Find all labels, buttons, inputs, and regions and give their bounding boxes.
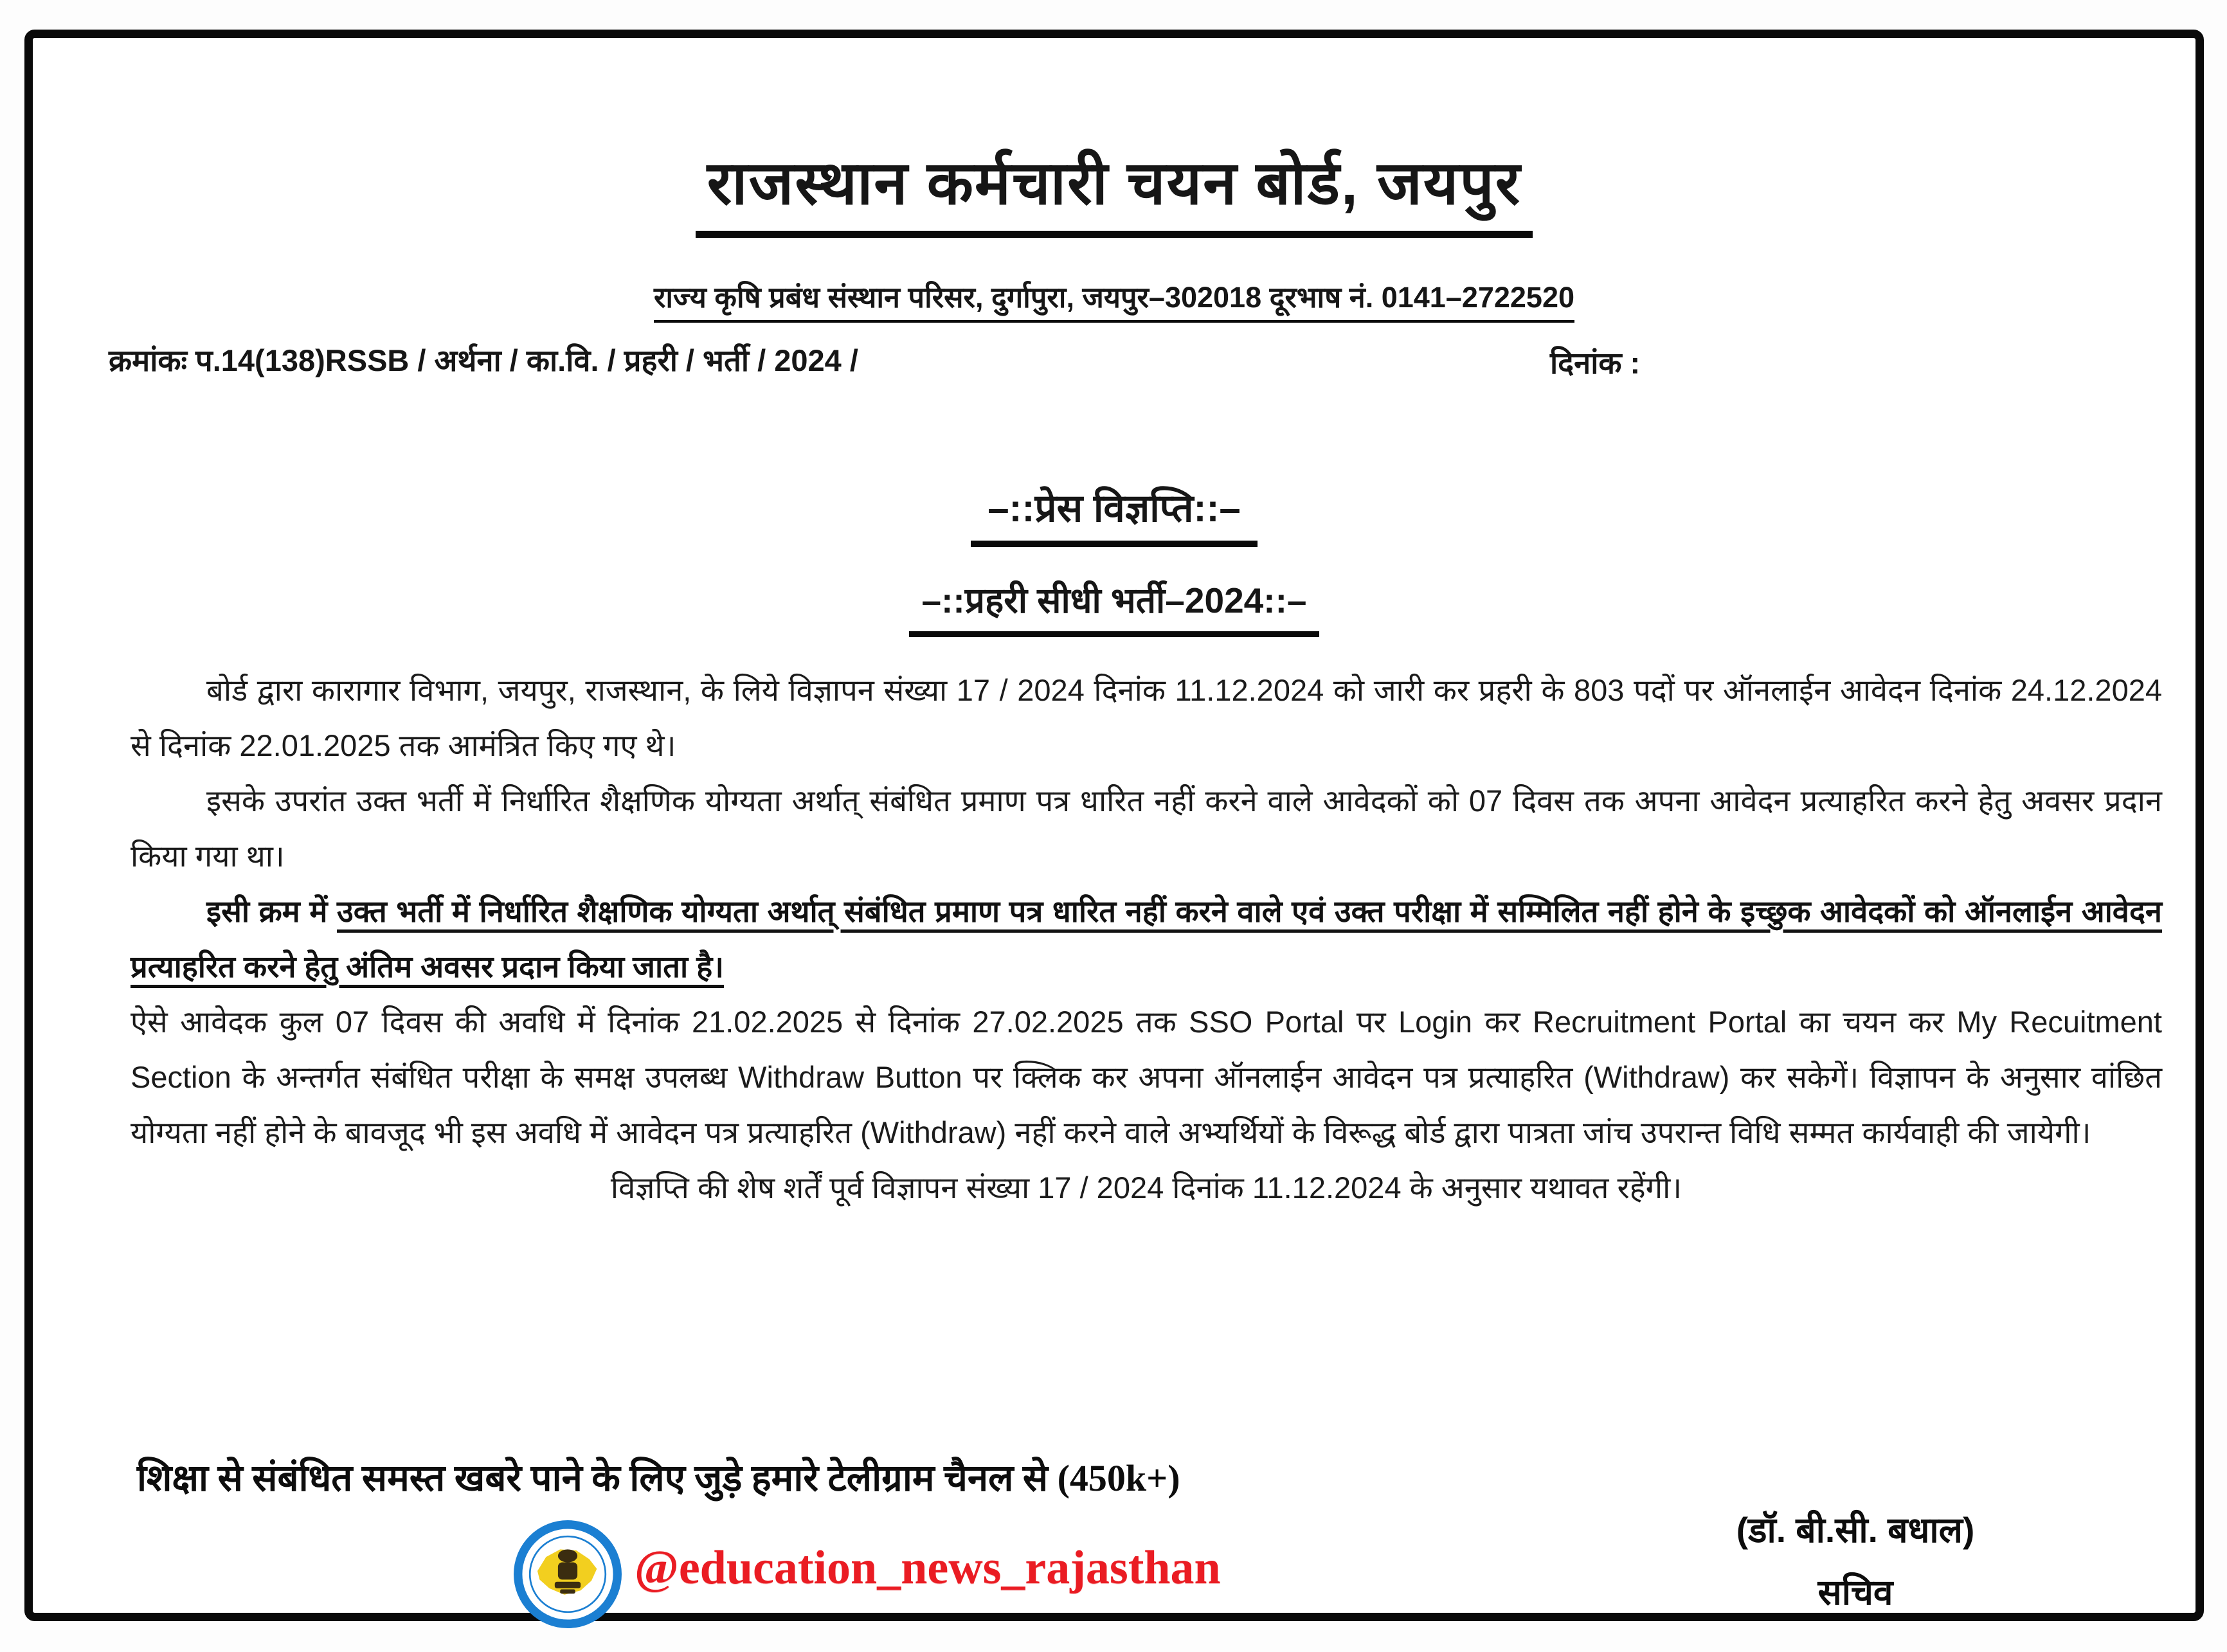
press-release-heading <box>33 480 2195 547</box>
date-label: दिनांक : <box>1550 346 1641 380</box>
logo-svg <box>514 1520 622 1628</box>
recruitment-heading <box>33 575 2195 637</box>
closing-note: विज्ञप्ति की शेष शर्तें पूर्व विज्ञापन संख्या 17 / 2024 दिनांक 11.12.2024 के अनुसार यथावत रहेंगी। <box>610 1171 1682 1205</box>
signature-block <box>1675 1505 2035 1615</box>
paragraph-2: इसके उपरांत उक्त भर्ती में निर्धारित शैक्षणिक योग्यता अर्थात् संबंधित प्रमाण पत्र धारित नहीं करने वाले आवेदकों को 07 दिवस तक अपना आवेदन प्रत्याहरित करने हेतु अवसर प्रदान किया गया था। <box>131 784 2162 873</box>
paragraph-3 <box>131 884 2162 994</box>
telegram-promo-text: शिक्षा से संबंधित समस्त खबरे पाने के लिए जुड़े हमारे टेलीग्राम चैनल से (450k+) <box>137 1457 1180 1499</box>
recruitment-heading-text: –::प्रहरी सीधी भर्ती–2024::– <box>909 575 1320 637</box>
paragraph-3-underlined: उक्त भर्ती में निर्धारित शैक्षणिक योग्यता अर्थात् संबंधित प्रमाण पत्र धारित नहीं करने वाले एवं उक्त परीक्षा में सम्मिलित नहीं होने के इच्छुक आवेदकों को ऑनलाईन आवेदन प्रत्याहरित करने हेतु अंतिम अवसर प्रदान किया जाता है। <box>131 894 2162 983</box>
telegram-handle: @education_news_rajasthan <box>635 1541 1221 1594</box>
paragraph-4: ऐसे आवेदक कुल 07 दिवस की अवधि में दिनांक 21.02.2025 से दिनांक 27.02.2025 तक SSO Portal पर Login कर Recruitment Portal का चयन कर My Recuitment Section के अन्तर्गत संबंधित परीक्षा के समक्ष उपलब्ध Withdraw Button पर क्लिक कर अपना ऑनलाईन आवेदन पत्र प्रत्याहरित (Withdraw) कर सकेगें। विज्ञापन के अनुसार वांछित योग्यता नहीं होने के बावजूद भी इस अवधि में आवेदन पत्र प्रत्याहरित (Withdraw) नहीं करने वाले अभ्यर्थियों के विरूद्ध बोर्ड द्वारा पात्रता जांच उपरान्त विधि सम्मत कार्यवाही की जायेगी। <box>131 1005 2162 1149</box>
org-address <box>33 277 2195 323</box>
reference-row <box>109 339 2120 397</box>
press-release-heading-text: –::प्रेस विज्ञप्ति::– <box>971 480 1258 547</box>
org-address-text: राज्य कृषि प्रबंध संस्थान परिसर, दुर्गापुरा, जयपुर–302018 दूरभाष नं. 0141–2722520 <box>654 277 1574 323</box>
paragraph-3-lead: इसी क्रम में <box>206 894 338 928</box>
signatory-name: (डॉ. बी.सी. बधाल) <box>1736 1510 1975 1550</box>
org-title-text: राजस्थान कर्मचारी चयन बोर्ड, जयपुर <box>696 139 1533 238</box>
org-title <box>33 139 2195 238</box>
paragraph-1: बोर्ड द्वारा कारागार विभाग, जयपुर, राजस्थान, के लिये विज्ञापन संख्या 17 / 2024 दिनांक 11.12.2024 को जारी कर प्रहरी के 803 पदों पर ऑनलाईन आवेदन दिनांक 24.12.2024 से दिनांक 22.01.2025 तक आमंत्रित किए गए थे। <box>131 673 2162 762</box>
education-news-rajasthan-logo-icon <box>514 1520 622 1628</box>
signatory-title: सचिव <box>1817 1572 1893 1612</box>
body-text <box>131 663 2162 1216</box>
document-border <box>24 30 2204 1621</box>
reference-number: क्रमांकः प.14(138)RSSB / अर्थना / का.वि. / प्रहरी / भर्ती / 2024 / <box>109 343 858 377</box>
